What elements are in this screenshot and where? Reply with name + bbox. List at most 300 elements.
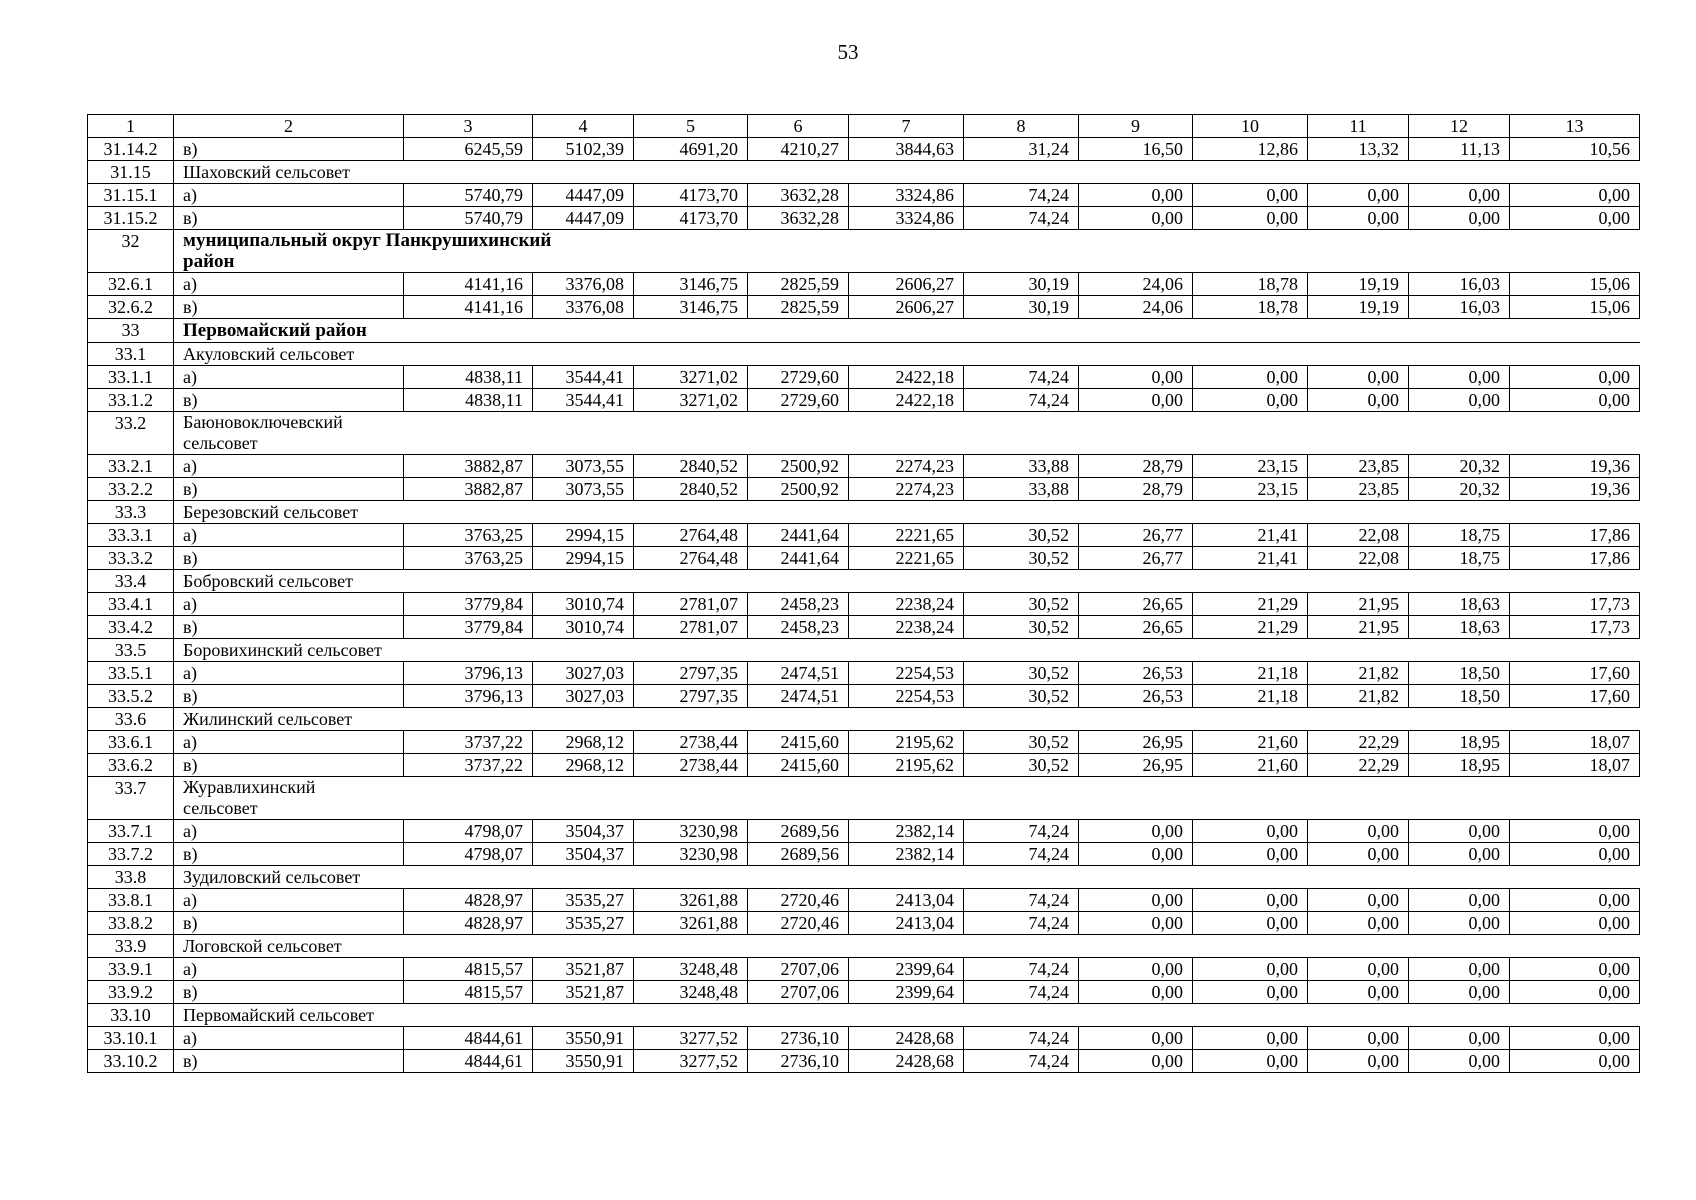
row-code: 33.5.1 — [88, 662, 174, 685]
value-cell: 4141,16 — [404, 273, 533, 296]
row-code: 33.7.2 — [88, 843, 174, 866]
value-cell: 3271,02 — [634, 389, 748, 412]
value-cell: 30,52 — [964, 547, 1079, 570]
section-name: Бобровский сельсовет — [183, 571, 354, 591]
value-cell: 3146,75 — [634, 273, 748, 296]
value-cell: 2422,18 — [849, 389, 964, 412]
value-cell: 0,00 — [1510, 843, 1640, 866]
section-name: Первомайский район — [183, 320, 367, 341]
value-cell: 3248,48 — [634, 958, 748, 981]
section-row — [88, 708, 1640, 731]
value-cell: 13,32 — [1308, 138, 1409, 161]
header-cell: 12 — [1409, 115, 1510, 138]
section-row — [88, 1004, 1640, 1027]
value-cell: 3882,87 — [404, 455, 533, 478]
data-row — [88, 843, 1640, 866]
row-label: а) — [174, 1027, 404, 1050]
row-label: а) — [174, 958, 404, 981]
value-cell: 0,00 — [1510, 958, 1640, 981]
value-cell: 18,78 — [1193, 273, 1308, 296]
value-cell: 4173,70 — [634, 207, 748, 230]
section-name: Жилинский сельсовет — [183, 709, 353, 729]
value-cell: 23,85 — [1308, 455, 1409, 478]
value-cell: 0,00 — [1308, 843, 1409, 866]
value-cell: 4815,57 — [404, 981, 533, 1004]
value-cell: 26,65 — [1079, 616, 1193, 639]
value-cell: 2825,59 — [748, 273, 849, 296]
row-code: 33.1.1 — [88, 366, 174, 389]
value-cell: 3027,03 — [533, 685, 634, 708]
section-name-cell — [174, 1004, 1640, 1027]
row-label: в) — [174, 478, 404, 501]
value-cell: 4838,11 — [404, 366, 533, 389]
value-cell: 0,00 — [1079, 207, 1193, 230]
row-code: 33 — [88, 319, 174, 343]
value-cell: 0,00 — [1079, 889, 1193, 912]
value-cell: 0,00 — [1510, 912, 1640, 935]
value-cell: 30,19 — [964, 273, 1079, 296]
value-cell: 18,63 — [1409, 593, 1510, 616]
data-row — [88, 366, 1640, 389]
value-cell: 0,00 — [1409, 820, 1510, 843]
value-cell: 21,18 — [1193, 685, 1308, 708]
value-cell: 30,52 — [964, 616, 1079, 639]
data-row — [88, 455, 1640, 478]
value-cell: 0,00 — [1510, 184, 1640, 207]
value-cell: 23,15 — [1193, 478, 1308, 501]
value-cell: 3550,91 — [533, 1027, 634, 1050]
row-code: 33.7 — [88, 777, 174, 820]
header-cell: 10 — [1193, 115, 1308, 138]
value-cell: 21,41 — [1193, 547, 1308, 570]
section-row — [88, 230, 1640, 273]
value-cell: 2994,15 — [533, 524, 634, 547]
row-code: 33.3 — [88, 501, 174, 524]
section-name: Боровихинский сельсовет — [183, 640, 382, 660]
value-cell: 2428,68 — [849, 1050, 964, 1073]
value-cell: 20,32 — [1409, 478, 1510, 501]
value-cell: 3324,86 — [849, 207, 964, 230]
value-cell: 2254,53 — [849, 685, 964, 708]
value-cell: 20,32 — [1409, 455, 1510, 478]
row-code: 32.6.1 — [88, 273, 174, 296]
value-cell: 0,00 — [1079, 366, 1193, 389]
value-cell: 0,00 — [1079, 1027, 1193, 1050]
value-cell: 2797,35 — [634, 685, 748, 708]
value-cell: 15,06 — [1510, 273, 1640, 296]
section-name: Логовской сельсовет — [183, 936, 342, 956]
value-cell: 2254,53 — [849, 662, 964, 685]
row-code: 33.3.2 — [88, 547, 174, 570]
row-label: в) — [174, 207, 404, 230]
value-cell: 17,86 — [1510, 547, 1640, 570]
value-cell: 21,29 — [1193, 593, 1308, 616]
value-cell: 17,73 — [1510, 593, 1640, 616]
value-cell: 4691,20 — [634, 138, 748, 161]
row-label: в) — [174, 296, 404, 319]
value-cell: 3010,74 — [533, 616, 634, 639]
row-code: 33.1.2 — [88, 389, 174, 412]
row-code: 32 — [88, 230, 174, 273]
tariff-table — [87, 114, 1640, 1073]
value-cell: 18,50 — [1409, 685, 1510, 708]
value-cell: 24,06 — [1079, 273, 1193, 296]
value-cell: 2781,07 — [634, 593, 748, 616]
value-cell: 3779,84 — [404, 616, 533, 639]
value-cell: 2428,68 — [849, 1027, 964, 1050]
value-cell: 0,00 — [1079, 843, 1193, 866]
value-cell: 19,19 — [1308, 273, 1409, 296]
row-label: в) — [174, 981, 404, 1004]
value-cell: 3550,91 — [533, 1050, 634, 1073]
value-cell: 30,52 — [964, 685, 1079, 708]
value-cell: 0,00 — [1193, 889, 1308, 912]
value-cell: 30,52 — [964, 593, 1079, 616]
value-cell: 3882,87 — [404, 478, 533, 501]
value-cell: 74,24 — [964, 958, 1079, 981]
data-row — [88, 273, 1640, 296]
page-number: 53 — [837, 40, 859, 64]
row-label: а) — [174, 593, 404, 616]
row-code: 33.9.2 — [88, 981, 174, 1004]
value-cell: 2707,06 — [748, 958, 849, 981]
value-cell: 18,63 — [1409, 616, 1510, 639]
value-cell: 22,08 — [1308, 547, 1409, 570]
value-cell: 0,00 — [1510, 389, 1640, 412]
section-name: муниципальный округ Панкрушихинский район — [183, 230, 552, 272]
value-cell: 18,95 — [1409, 754, 1510, 777]
value-cell: 0,00 — [1308, 912, 1409, 935]
value-cell: 0,00 — [1409, 981, 1510, 1004]
value-cell: 3376,08 — [533, 273, 634, 296]
row-label: а) — [174, 889, 404, 912]
data-row — [88, 478, 1640, 501]
value-cell: 0,00 — [1308, 207, 1409, 230]
value-cell: 2968,12 — [533, 754, 634, 777]
data-row — [88, 662, 1640, 685]
value-cell: 2720,46 — [748, 889, 849, 912]
value-cell: 30,52 — [964, 731, 1079, 754]
value-cell: 2399,64 — [849, 958, 964, 981]
value-cell: 18,07 — [1510, 754, 1640, 777]
value-cell: 4828,97 — [404, 912, 533, 935]
data-row — [88, 296, 1640, 319]
value-cell: 0,00 — [1193, 958, 1308, 981]
value-cell: 0,00 — [1193, 389, 1308, 412]
value-cell: 28,79 — [1079, 455, 1193, 478]
value-cell: 3521,87 — [533, 958, 634, 981]
value-cell: 3844,63 — [849, 138, 964, 161]
value-cell: 23,85 — [1308, 478, 1409, 501]
value-cell: 0,00 — [1409, 366, 1510, 389]
row-label: а) — [174, 366, 404, 389]
row-code: 33.10 — [88, 1004, 174, 1027]
value-cell: 3248,48 — [634, 981, 748, 1004]
section-name-cell — [174, 161, 1640, 184]
value-cell: 0,00 — [1308, 1027, 1409, 1050]
value-cell: 0,00 — [1193, 981, 1308, 1004]
value-cell: 0,00 — [1510, 1050, 1640, 1073]
value-cell: 3632,28 — [748, 184, 849, 207]
row-label: в) — [174, 138, 404, 161]
value-cell: 17,73 — [1510, 616, 1640, 639]
value-cell: 2274,23 — [849, 455, 964, 478]
data-row — [88, 207, 1640, 230]
value-cell: 0,00 — [1308, 1050, 1409, 1073]
value-cell: 2474,51 — [748, 662, 849, 685]
section-name: Первомайский сельсовет — [183, 1005, 375, 1025]
value-cell: 0,00 — [1409, 912, 1510, 935]
value-cell: 3230,98 — [634, 820, 748, 843]
row-code: 33.9 — [88, 935, 174, 958]
value-cell: 0,00 — [1510, 366, 1640, 389]
value-cell: 0,00 — [1079, 912, 1193, 935]
row-code: 31.14.2 — [88, 138, 174, 161]
value-cell: 0,00 — [1510, 820, 1640, 843]
row-label: в) — [174, 547, 404, 570]
value-cell: 3324,86 — [849, 184, 964, 207]
value-cell: 15,06 — [1510, 296, 1640, 319]
value-cell: 0,00 — [1409, 389, 1510, 412]
value-cell: 31,24 — [964, 138, 1079, 161]
value-cell: 3521,87 — [533, 981, 634, 1004]
value-cell: 19,19 — [1308, 296, 1409, 319]
value-cell: 0,00 — [1193, 366, 1308, 389]
value-cell: 2458,23 — [748, 593, 849, 616]
value-cell: 74,24 — [964, 843, 1079, 866]
value-cell: 74,24 — [964, 1027, 1079, 1050]
value-cell: 4798,07 — [404, 820, 533, 843]
value-cell: 0,00 — [1510, 889, 1640, 912]
value-cell: 2238,24 — [849, 616, 964, 639]
value-cell: 0,00 — [1409, 1027, 1510, 1050]
section-row — [88, 866, 1640, 889]
value-cell: 74,24 — [964, 184, 1079, 207]
table-body — [88, 115, 1640, 1073]
data-row — [88, 981, 1640, 1004]
value-cell: 26,53 — [1079, 662, 1193, 685]
value-cell: 0,00 — [1193, 207, 1308, 230]
value-cell: 4828,97 — [404, 889, 533, 912]
row-label: в) — [174, 616, 404, 639]
value-cell: 2415,60 — [748, 731, 849, 754]
value-cell: 74,24 — [964, 389, 1079, 412]
row-code: 32.6.2 — [88, 296, 174, 319]
row-code: 33.10.2 — [88, 1050, 174, 1073]
value-cell: 2399,64 — [849, 981, 964, 1004]
value-cell: 3277,52 — [634, 1050, 748, 1073]
value-cell: 26,77 — [1079, 547, 1193, 570]
value-cell: 5740,79 — [404, 184, 533, 207]
row-label: а) — [174, 184, 404, 207]
value-cell: 74,24 — [964, 912, 1079, 935]
row-code: 33.2.2 — [88, 478, 174, 501]
section-name: Баюновоключевский сельсовет — [183, 412, 343, 453]
value-cell: 0,00 — [1308, 366, 1409, 389]
value-cell: 17,60 — [1510, 685, 1640, 708]
value-cell: 2707,06 — [748, 981, 849, 1004]
value-cell: 2781,07 — [634, 616, 748, 639]
value-cell: 0,00 — [1193, 912, 1308, 935]
value-cell: 21,95 — [1308, 616, 1409, 639]
value-cell: 21,60 — [1193, 754, 1308, 777]
value-cell: 0,00 — [1079, 389, 1193, 412]
value-cell: 0,00 — [1409, 958, 1510, 981]
value-cell: 0,00 — [1193, 1050, 1308, 1073]
value-cell: 3779,84 — [404, 593, 533, 616]
section-name: Журавлихинский сельсовет — [183, 777, 316, 818]
header-cell: 8 — [964, 115, 1079, 138]
value-cell: 30,19 — [964, 296, 1079, 319]
value-cell: 74,24 — [964, 889, 1079, 912]
value-cell: 3763,25 — [404, 547, 533, 570]
section-row — [88, 639, 1640, 662]
row-label: а) — [174, 273, 404, 296]
section-name: Березовский сельсовет — [183, 502, 359, 522]
value-cell: 18,75 — [1409, 547, 1510, 570]
data-row — [88, 616, 1640, 639]
value-cell: 26,95 — [1079, 754, 1193, 777]
value-cell: 21,82 — [1308, 685, 1409, 708]
value-cell: 0,00 — [1409, 184, 1510, 207]
value-cell: 3073,55 — [533, 455, 634, 478]
header-cell: 7 — [849, 115, 964, 138]
value-cell: 2415,60 — [748, 754, 849, 777]
data-row — [88, 138, 1640, 161]
value-cell: 0,00 — [1308, 820, 1409, 843]
value-cell: 2422,18 — [849, 366, 964, 389]
value-cell: 22,29 — [1308, 754, 1409, 777]
value-cell: 2720,46 — [748, 912, 849, 935]
value-cell: 2736,10 — [748, 1050, 849, 1073]
row-code: 33.1 — [88, 343, 174, 366]
value-cell: 3146,75 — [634, 296, 748, 319]
row-code: 33.8.2 — [88, 912, 174, 935]
value-cell: 30,52 — [964, 524, 1079, 547]
value-cell: 21,29 — [1193, 616, 1308, 639]
data-row — [88, 958, 1640, 981]
value-cell: 2606,27 — [849, 296, 964, 319]
value-cell: 2221,65 — [849, 524, 964, 547]
value-cell: 3261,88 — [634, 889, 748, 912]
section-name-cell — [174, 570, 1640, 593]
value-cell: 18,95 — [1409, 731, 1510, 754]
row-code: 33.2 — [88, 412, 174, 455]
value-cell: 18,78 — [1193, 296, 1308, 319]
header-cell: 4 — [533, 115, 634, 138]
value-cell: 3737,22 — [404, 731, 533, 754]
row-code: 31.15.2 — [88, 207, 174, 230]
value-cell: 21,82 — [1308, 662, 1409, 685]
value-cell: 2474,51 — [748, 685, 849, 708]
value-cell: 17,60 — [1510, 662, 1640, 685]
value-cell: 74,24 — [964, 366, 1079, 389]
row-code: 33.2.1 — [88, 455, 174, 478]
value-cell: 4210,27 — [748, 138, 849, 161]
row-code: 33.5 — [88, 639, 174, 662]
value-cell: 2825,59 — [748, 296, 849, 319]
value-cell: 19,36 — [1510, 455, 1640, 478]
value-cell: 2606,27 — [849, 273, 964, 296]
value-cell: 26,65 — [1079, 593, 1193, 616]
value-cell: 18,50 — [1409, 662, 1510, 685]
row-code: 33.9.1 — [88, 958, 174, 981]
value-cell: 4815,57 — [404, 958, 533, 981]
value-cell: 3632,28 — [748, 207, 849, 230]
row-label: а) — [174, 731, 404, 754]
value-cell: 3027,03 — [533, 662, 634, 685]
data-row — [88, 820, 1640, 843]
section-name-cell — [174, 501, 1640, 524]
value-cell: 6245,59 — [404, 138, 533, 161]
value-cell: 3504,37 — [533, 820, 634, 843]
value-cell: 12,86 — [1193, 138, 1308, 161]
value-cell: 3261,88 — [634, 912, 748, 935]
value-cell: 3796,13 — [404, 685, 533, 708]
data-row — [88, 184, 1640, 207]
value-cell: 0,00 — [1079, 1050, 1193, 1073]
value-cell: 21,41 — [1193, 524, 1308, 547]
value-cell: 30,52 — [964, 754, 1079, 777]
value-cell: 2500,92 — [748, 455, 849, 478]
value-cell: 3376,08 — [533, 296, 634, 319]
value-cell: 33,88 — [964, 455, 1079, 478]
table-header-row — [88, 115, 1640, 138]
value-cell: 2729,60 — [748, 389, 849, 412]
value-cell: 0,00 — [1409, 1050, 1510, 1073]
value-cell: 4141,16 — [404, 296, 533, 319]
value-cell: 0,00 — [1193, 184, 1308, 207]
section-row — [88, 412, 1640, 455]
value-cell: 2994,15 — [533, 547, 634, 570]
value-cell: 0,00 — [1308, 184, 1409, 207]
section-name-cell — [174, 935, 1640, 958]
value-cell: 2738,44 — [634, 754, 748, 777]
value-cell: 18,07 — [1510, 731, 1640, 754]
value-cell: 19,36 — [1510, 478, 1640, 501]
section-name-cell — [174, 639, 1640, 662]
value-cell: 0,00 — [1079, 184, 1193, 207]
value-cell: 4838,11 — [404, 389, 533, 412]
section-name-cell — [174, 343, 1640, 366]
value-cell: 3230,98 — [634, 843, 748, 866]
data-row — [88, 889, 1640, 912]
header-cell: 1 — [88, 115, 174, 138]
data-row — [88, 912, 1640, 935]
header-cell: 13 — [1510, 115, 1640, 138]
value-cell: 0,00 — [1308, 958, 1409, 981]
value-cell: 2729,60 — [748, 366, 849, 389]
value-cell: 0,00 — [1308, 889, 1409, 912]
value-cell: 22,08 — [1308, 524, 1409, 547]
data-row — [88, 731, 1640, 754]
section-row — [88, 161, 1640, 184]
value-cell: 74,24 — [964, 981, 1079, 1004]
header-cell: 2 — [174, 115, 404, 138]
value-cell: 2840,52 — [634, 455, 748, 478]
value-cell: 2413,04 — [849, 912, 964, 935]
value-cell: 2764,48 — [634, 547, 748, 570]
section-name-cell — [174, 412, 1640, 455]
value-cell: 26,95 — [1079, 731, 1193, 754]
row-code: 33.5.2 — [88, 685, 174, 708]
row-label: в) — [174, 389, 404, 412]
value-cell: 2458,23 — [748, 616, 849, 639]
data-row — [88, 1027, 1640, 1050]
section-name-cell — [174, 866, 1640, 889]
value-cell: 2689,56 — [748, 843, 849, 866]
value-cell: 2195,62 — [849, 731, 964, 754]
